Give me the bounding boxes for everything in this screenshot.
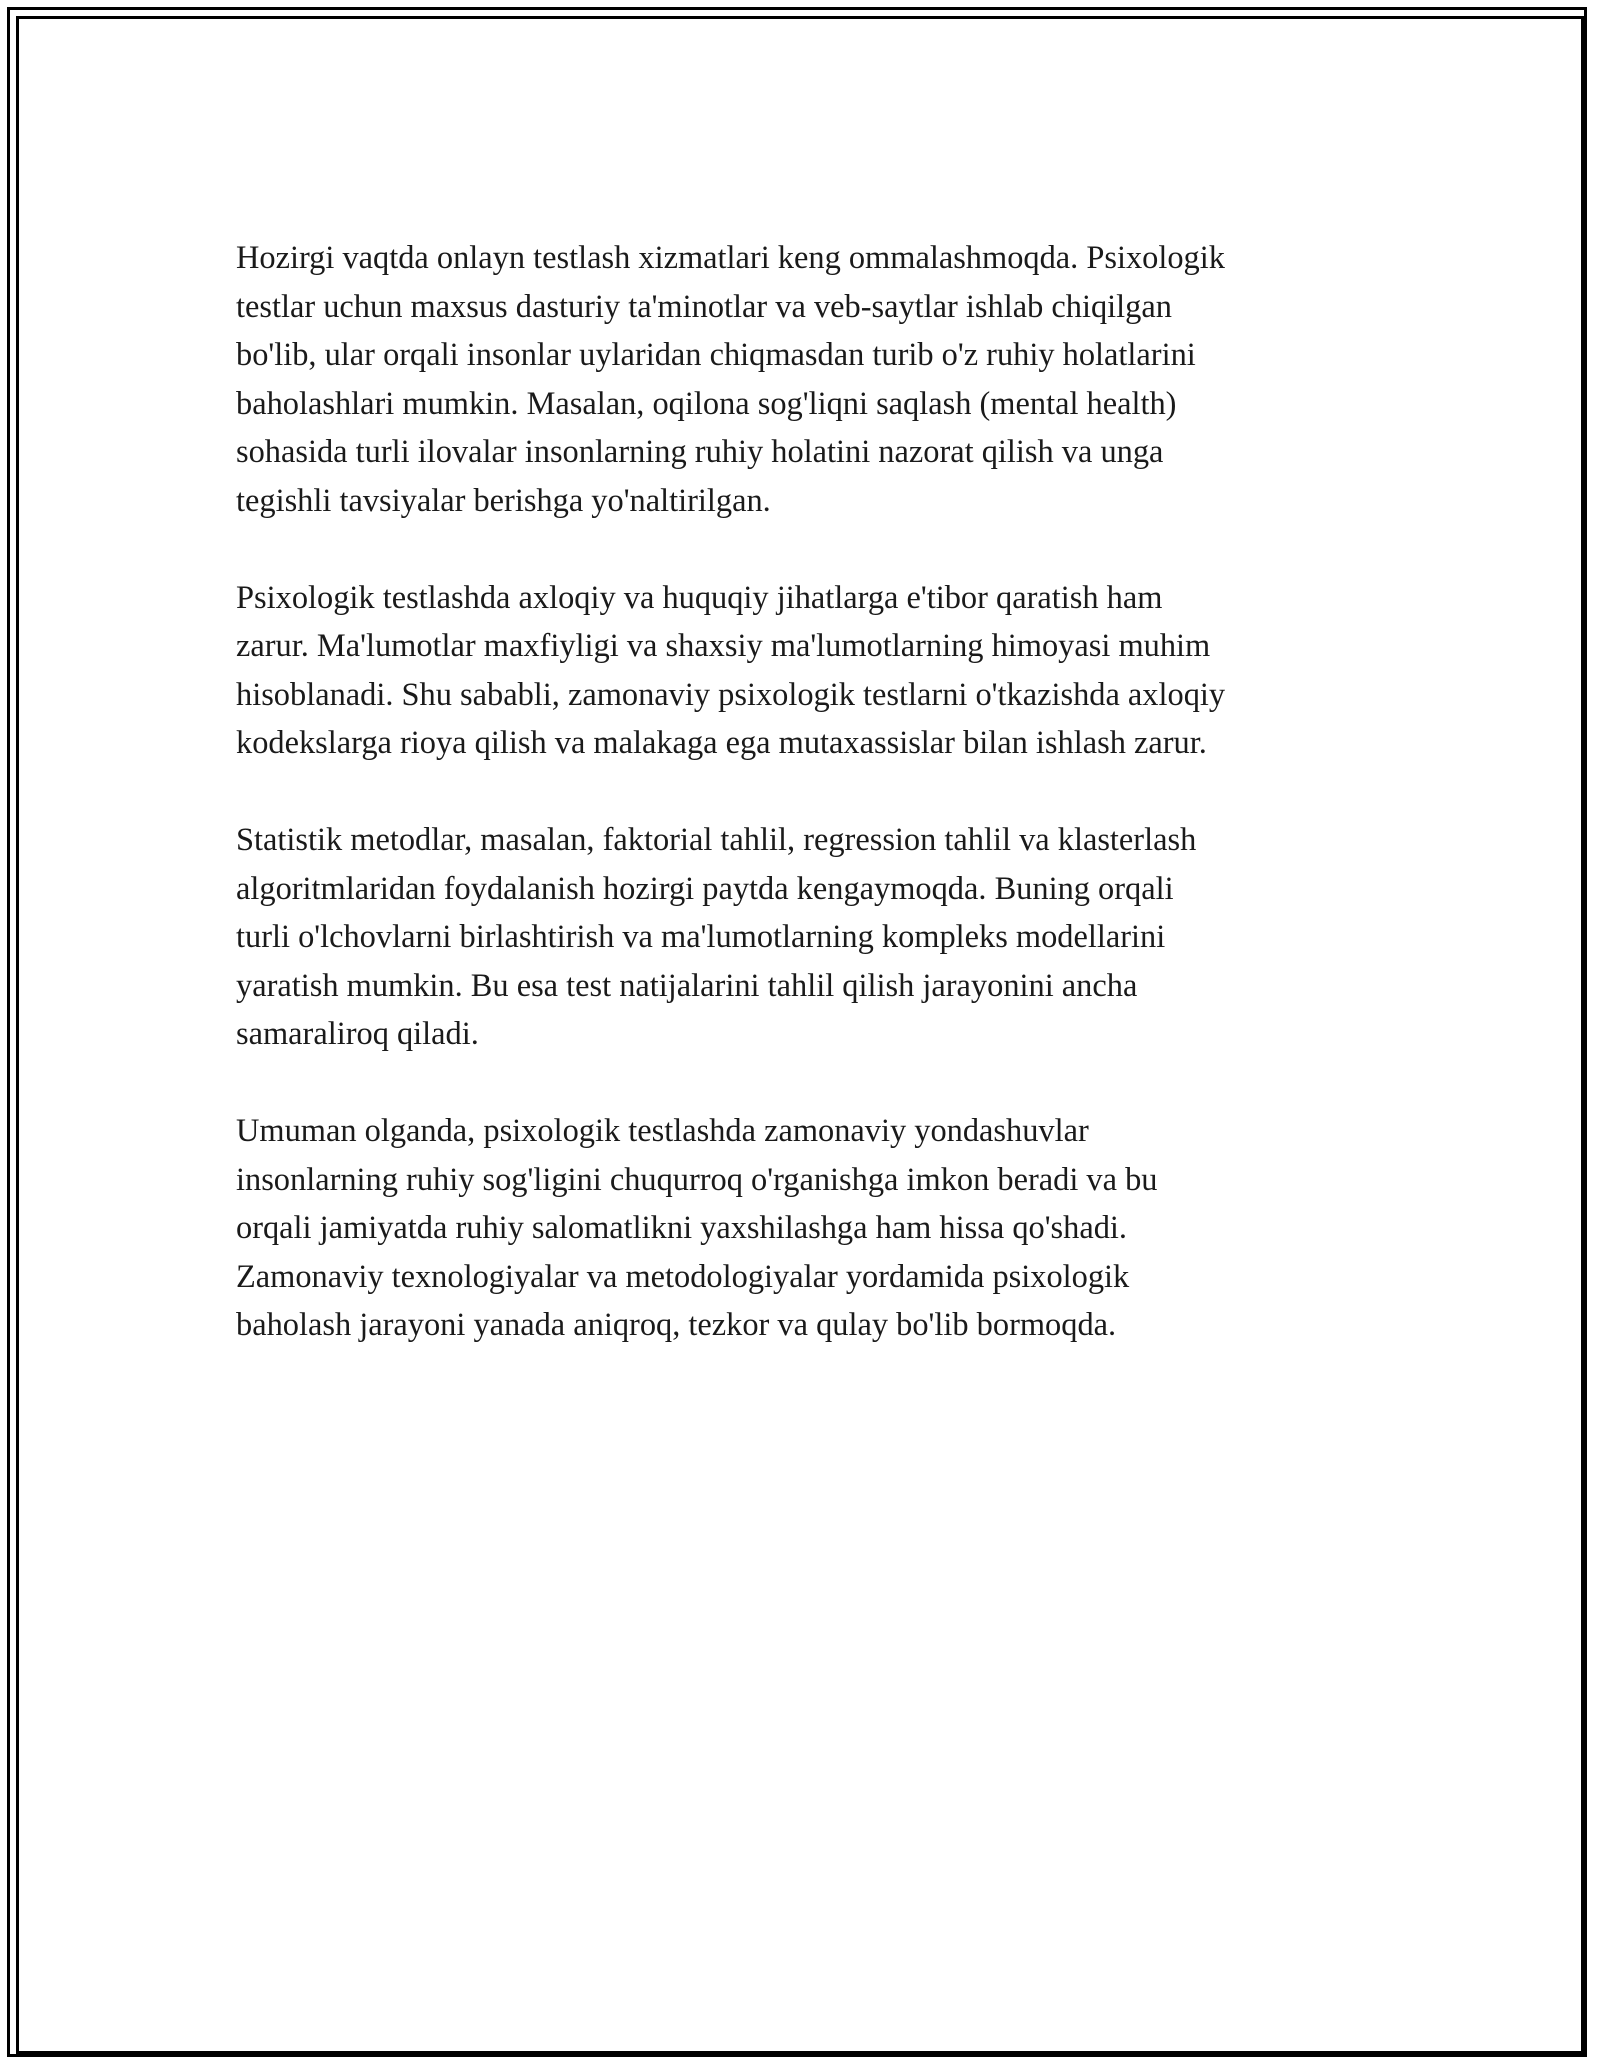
paragraph-1 <box>236 234 1366 525</box>
paragraph-line: turli o'lchovlarni birlashtirish va ma'lumotlarning kompleks modellarini <box>236 919 1166 955</box>
paragraph-line: baholashlari mumkin. Masalan, oqilona sog'liqni saqlash (mental health) <box>236 385 1177 422</box>
paragraph-line: sohasida turli ilovalar insonlarning ruhiy holatini nazorat qilish va unga <box>236 434 1164 470</box>
paragraph-line: samaraliroq qiladi. <box>236 1016 479 1052</box>
paragraph-2 <box>236 574 1366 768</box>
paragraph-line: Umuman olganda, psixologik testlashda zamonaviy yondashuvlar <box>236 1113 1089 1149</box>
paragraph-4 <box>236 1107 1366 1350</box>
paragraph-line: Zamonaviy texnologiyalar va metodologiyalar yordamida psixologik <box>236 1258 1130 1295</box>
paragraph-line: zarur. Ma'lumotlar maxfiyligi va shaxsiy ma'lumotlarning himoyasi muhim <box>236 628 1211 664</box>
paragraph-line: Statistik metodlar, masalan, faktorial tahlil, regression tahlil va klasterlash <box>236 822 1197 858</box>
paragraph-line: Psixologik testlashda axloqiy va huquqiy jihatlarga e'tibor qaratish ham <box>236 579 1163 616</box>
paragraph-line: orqali jamiyatda ruhiy salomatlikni yaxshilashga ham hissa qo'shadi. <box>236 1210 1128 1246</box>
paragraph-line: bo'lib, ular orqali insonlar uylaridan chiqmasdan turib o'z ruhiy holatlarini <box>236 337 1196 373</box>
paragraph-line: insonlarning ruhiy sog'ligini chuqurroq o'rganishga imkon beradi va bu <box>236 1161 1158 1198</box>
paragraph-line: algoritmlaridan foydalanish hozirgi paytda kengaymoqda. Buning orqali <box>236 870 1174 907</box>
paragraph-3 <box>236 816 1366 1059</box>
document-body <box>236 234 1366 1398</box>
paragraph-line: Hozirgi vaqtda onlayn testlash xizmatlari keng ommalashmoqda. Psixologik <box>236 240 1225 276</box>
paragraph-line: baholash jarayoni yanada aniqroq, tezkor va qulay bo'lib bormoqda. <box>236 1307 1117 1343</box>
paragraph-line: yaratish mumkin. Bu esa test natijalarini tahlil qilish jarayonini ancha <box>236 967 1138 1004</box>
paragraph-line: kodekslarga rioya qilish va malakaga ega mutaxassislar bilan ishlash zarur. <box>236 725 1207 761</box>
paragraph-line: testlar uchun maxsus dasturiy ta'minotlar va veb-saytlar ishlab chiqilgan <box>236 288 1172 325</box>
paragraph-line: hisoblanadi. Shu sababli, zamonaviy psixologik testlarni o'tkazishda axloqiy <box>236 676 1226 713</box>
paragraph-line: tegishli tavsiyalar berishga yo'naltirilgan. <box>236 482 771 519</box>
